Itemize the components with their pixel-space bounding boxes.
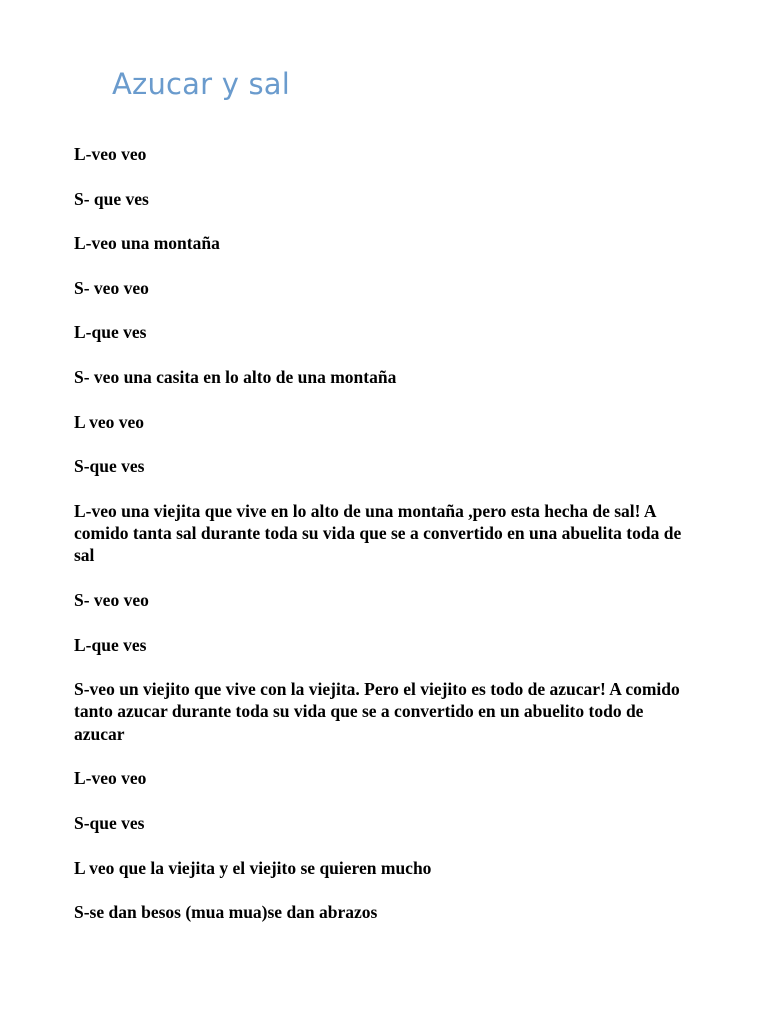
dialogue-line: S- veo una casita en lo alto de una montaña [74, 366, 397, 387]
dialogue-line: L-veo una viejita que vive en lo alto de una montaña ,pero esta hecha de sal! A comido tanta sal durante toda su vida que se a convertido en una abuelita toda de sal [74, 500, 682, 566]
dialogue-line: L-veo veo [74, 144, 147, 164]
dialogue-line: S- que ves [74, 188, 149, 209]
dialogue-line: S- veo veo [74, 589, 149, 610]
dialogue-line: L-veo veo [74, 768, 147, 789]
dialogue-line: L-veo una montaña [74, 233, 220, 254]
dialogue-line: S-se dan besos (mua mua)se dan abrazos [74, 902, 378, 923]
dialogue-line: L veo que la viejita y el viejito se quieren mucho [74, 857, 432, 878]
document-title: Azucar y sal [112, 67, 291, 101]
dialogue-line: L-que ves [74, 322, 147, 343]
document-body [74, 143, 694, 946]
dialogue-line: S- veo veo [74, 277, 149, 298]
dialogue-line: S-veo un viejito que vive con la viejita. Pero el viejito es todo de azucar! A comido tanto azucar durante toda su vida que se a convertido en un abuelito todo de azucar [74, 679, 680, 744]
dialogue-line: S-que ves [74, 456, 145, 477]
dialogue-line: L-que ves [74, 634, 147, 655]
dialogue-line: S-que ves [74, 812, 145, 833]
dialogue-line: L veo veo [74, 411, 144, 432]
